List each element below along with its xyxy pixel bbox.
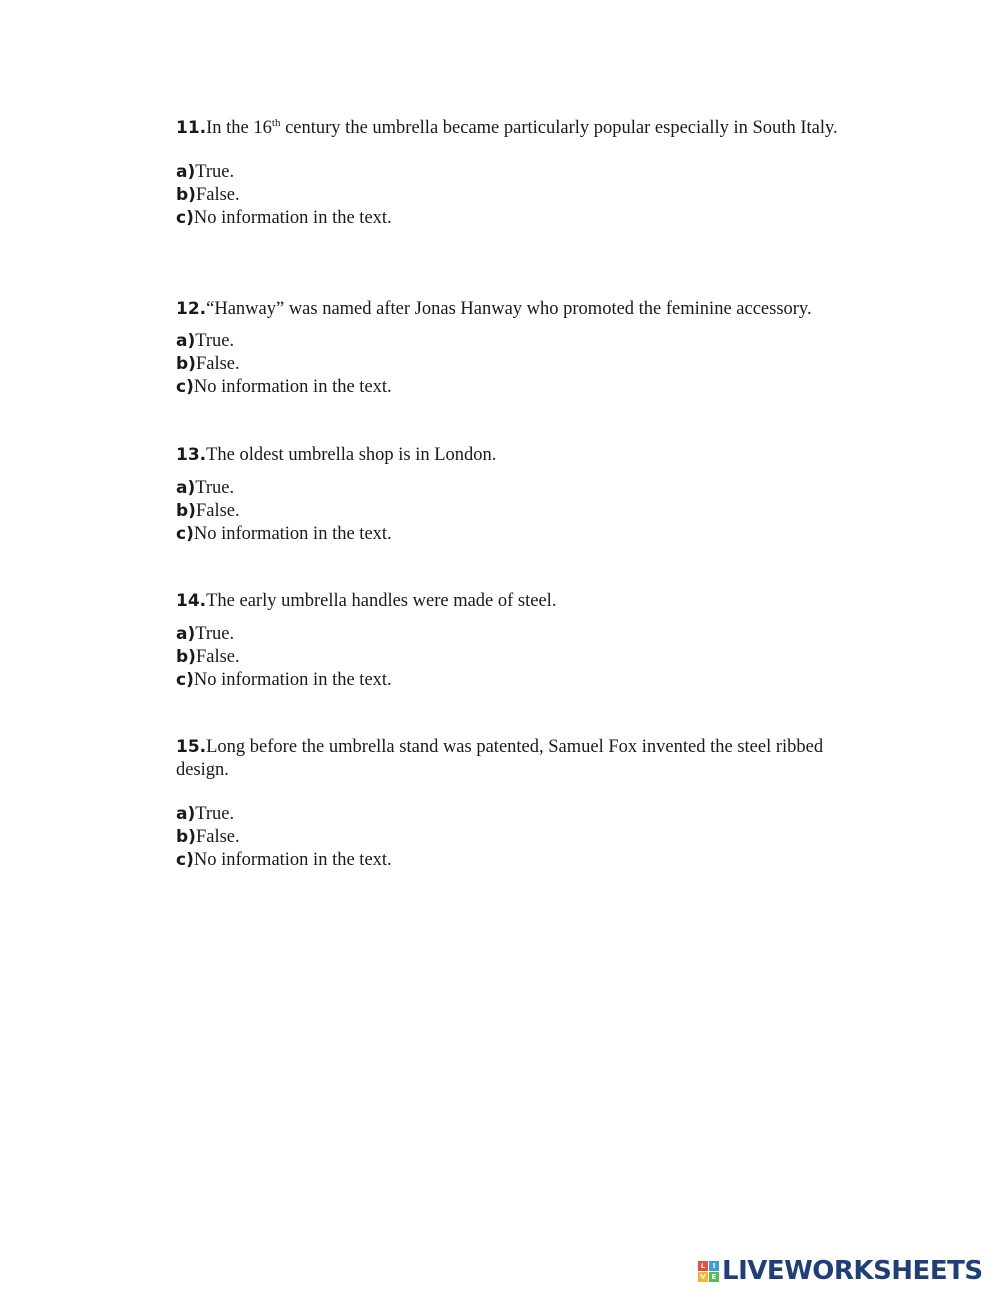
question-15 xyxy=(176,736,866,872)
option-a[interactable]: a)True. xyxy=(176,478,235,498)
question-number: 14. xyxy=(176,591,207,611)
question-stem: 11.In the 16th century the umbrella became particularly popular especially in South Italy. xyxy=(176,116,838,138)
question-number: 12. xyxy=(176,299,207,319)
question-13 xyxy=(176,444,866,546)
option-c[interactable]: c)No information in the text. xyxy=(176,208,392,228)
option-a[interactable]: a)True. xyxy=(176,331,235,351)
options-list xyxy=(176,623,866,692)
logo-block: L xyxy=(698,1261,708,1271)
option-b[interactable]: b)False. xyxy=(176,501,240,521)
question-number: 15. xyxy=(176,737,207,757)
question-stem: 13.The oldest umbrella shop is in London. xyxy=(176,445,497,465)
option-b[interactable]: b)False. xyxy=(176,647,240,667)
logo-block: I xyxy=(709,1261,719,1271)
option-b[interactable]: b)False. xyxy=(176,185,240,205)
question-stem: 14.The early umbrella handles were made of steel. xyxy=(176,591,557,611)
option-b[interactable]: b)False. xyxy=(176,827,240,847)
option-c[interactable]: c)No information in the text. xyxy=(176,670,392,690)
option-c[interactable]: c)No information in the text. xyxy=(176,377,392,397)
question-number: 13. xyxy=(176,445,207,465)
question-12 xyxy=(176,298,866,399)
option-a[interactable]: a)True. xyxy=(176,624,235,644)
options-list xyxy=(176,803,866,872)
options-list xyxy=(176,161,866,230)
liveworksheets-logo xyxy=(698,1256,983,1286)
logo-block: E xyxy=(709,1272,719,1282)
question-11 xyxy=(176,117,866,230)
question-14 xyxy=(176,590,866,692)
option-b[interactable]: b)False. xyxy=(176,354,240,374)
logo-block: V xyxy=(698,1272,708,1282)
question-stem: 12.“Hanway” was named after Jonas Hanway who promoted the feminine accessory. xyxy=(176,299,812,319)
question-number: 11. xyxy=(176,118,207,138)
option-c[interactable]: c)No information in the text. xyxy=(176,524,392,544)
option-a[interactable]: a)True. xyxy=(176,162,235,182)
logo-text: LIVEWORKSHEETS xyxy=(722,1256,983,1286)
option-a[interactable]: a)True. xyxy=(176,804,235,824)
logo-blocks-icon xyxy=(698,1261,719,1282)
option-c[interactable]: c)No information in the text. xyxy=(176,850,392,870)
question-stem: 15.Long before the umbrella stand was patented, Samuel Fox invented the steel ribbed design. xyxy=(176,737,824,780)
options-list xyxy=(176,330,866,399)
options-list xyxy=(176,477,866,546)
